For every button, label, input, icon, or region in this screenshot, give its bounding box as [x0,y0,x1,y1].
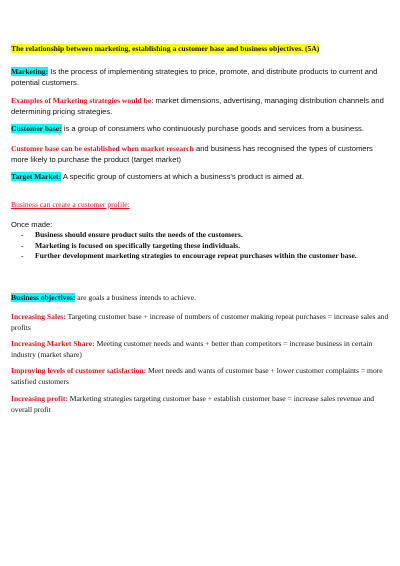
market-share-paragraph [11,339,389,360]
examples-term: Examples of Marketing strategies would be [11,96,152,105]
bullet-dash: - [21,230,24,239]
title-highlight: The relationship between marketing, establishing a customer base and business objectives. (5A) [11,44,320,53]
profit-term: Increasing profit: [11,394,68,403]
once-made-label: Once made: [11,220,53,229]
established-text: and business has recognised the types of customers more likely to purchase the product (target market) [11,144,373,164]
market-share-text: Meeting customer needs and wants + better than competitors = increase business in certain industry (market share) [11,339,373,359]
marketing-text: Is the process of implementing strategies to price, promote, and distribute products to current and potential customers. [11,67,378,87]
increasing-sales-text: Targeting customer base + increase of numbers of customer making repeat purchases = increase sales and profits [11,312,389,332]
target-market-definition [11,172,389,183]
target-market-text: A specific group of customers at which a business's product is aimed at. [61,172,305,181]
customer-base-text: is a group of consumers who continuously purchase goods and services from a business. [61,124,364,133]
market-share-term: Increasing Market Share: [11,339,95,348]
target-market-term: Target Market: [11,172,62,181]
satisfaction-text: Meet needs and wants of customer base + lower customer complaints = more satisfied customers [11,366,383,386]
objectives-definition [11,293,389,304]
list-item [11,251,389,262]
bullet-text: Business should ensure product suits the needs of the customers. [35,230,243,239]
profit-paragraph [11,394,389,415]
customer-base-term: Customer base: [11,124,62,133]
profile-heading [11,200,389,211]
satisfaction-paragraph [11,366,389,387]
established-term: Customer base can be established when market research [11,144,194,153]
satisfaction-term: Improving levels of customer satisfaction: [11,366,147,375]
examples-paragraph [11,96,389,117]
increasing-sales-term: Increasing Sales: [11,312,66,321]
bullet-dash: - [21,240,24,250]
established-paragraph [11,144,389,165]
profit-text: Marketing strategies targeting customer base + establish customer base = increase sales revenue and overall profit [11,394,375,414]
customer-base-definition [11,124,389,135]
increasing-sales-paragraph [11,312,389,333]
list-item [11,241,389,252]
examples-text: : market dimensions, advertising, managing distribution channels and determining pricing strategies. [11,96,384,116]
document-title [11,44,389,55]
objectives-term: Business objectives: [11,293,76,302]
bullet-text: Further development marketing strategies to encourage repeat purchases within the customer base. [35,251,357,261]
profile-heading-text: Business can create a customer profile: [11,200,130,209]
objectives-text: are goals a business intends to achieve. [75,293,196,302]
list-item [11,230,389,241]
marketing-term: Marketing: [11,67,49,76]
bullet-text: Marketing is focused on specifically targeting these individuals. [35,240,241,250]
profile-bullet-list [11,230,389,262]
bullet-dash: - [21,251,24,261]
marketing-definition [11,67,389,88]
